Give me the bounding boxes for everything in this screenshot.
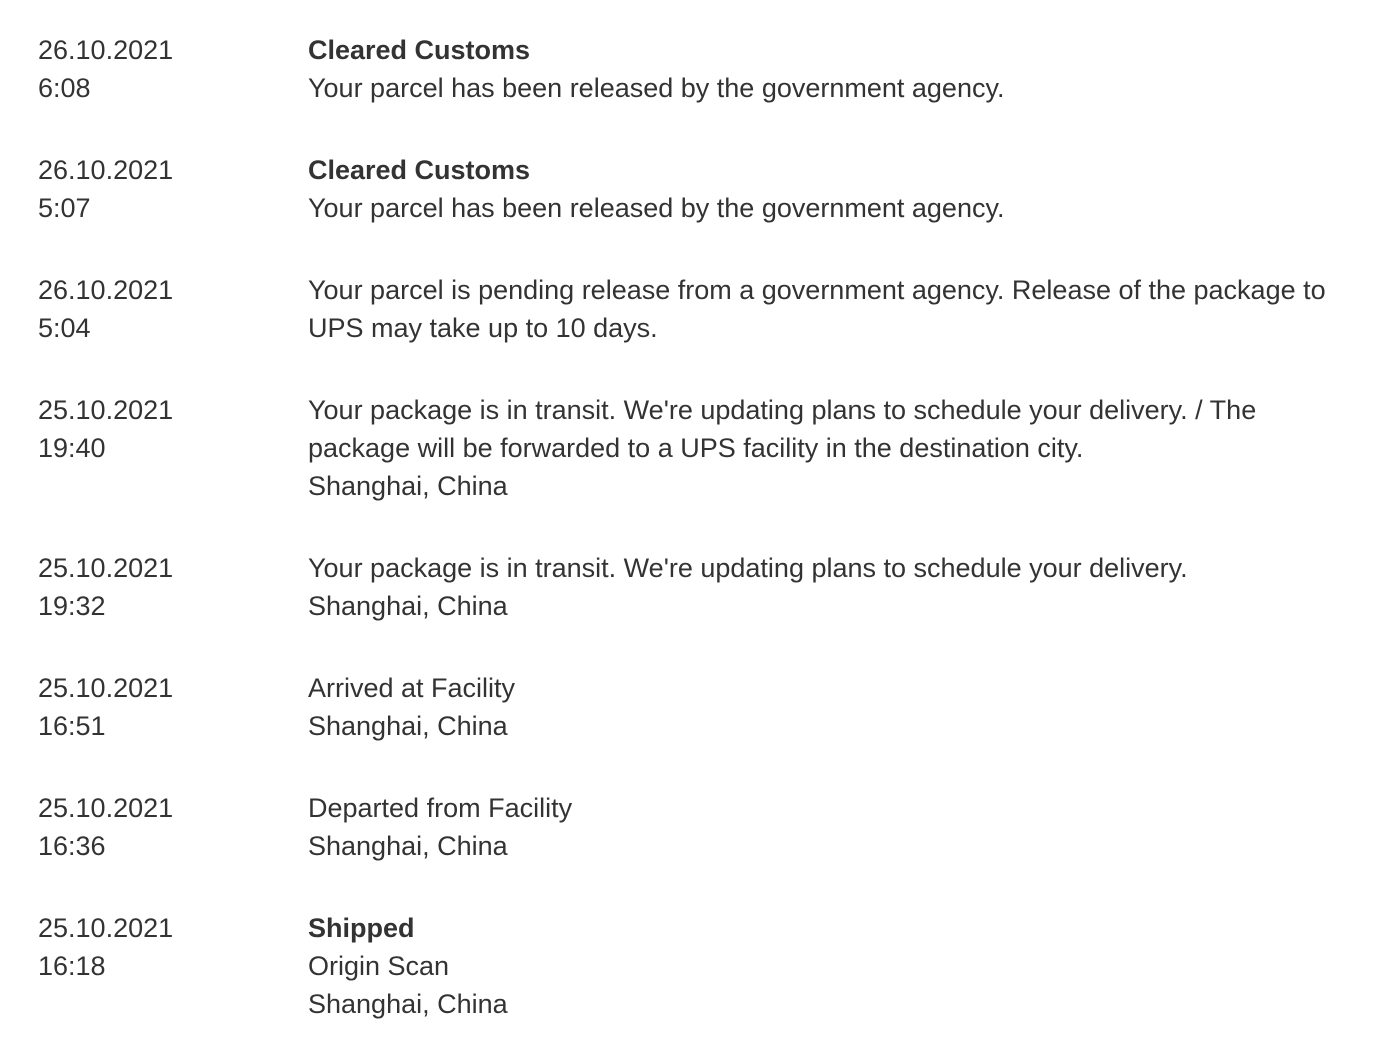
- event-description: Your package is in transit. We're updating plans to schedule your delivery.: [308, 553, 1188, 583]
- tracking-event: [38, 789, 1380, 865]
- event-details: [308, 271, 1368, 347]
- tracking-event: [38, 669, 1380, 745]
- event-timestamp: [38, 909, 308, 985]
- event-time: 16:36: [38, 831, 106, 861]
- event-timestamp: [38, 391, 308, 467]
- event-timestamp: [38, 31, 308, 107]
- tracking-event: [38, 271, 1380, 347]
- event-time: 16:18: [38, 951, 106, 981]
- event-time: 19:32: [38, 591, 106, 621]
- event-details: [308, 31, 1368, 107]
- event-status: Shipped: [308, 913, 415, 943]
- event-description: Departed from Facility: [308, 793, 573, 823]
- tracking-event: [38, 391, 1380, 505]
- event-description: Arrived at Facility: [308, 673, 516, 703]
- event-location: Shanghai, China: [308, 711, 508, 741]
- event-location: Shanghai, China: [308, 831, 508, 861]
- event-details: [308, 789, 1368, 865]
- event-timestamp: [38, 271, 308, 347]
- event-time: 6:08: [38, 73, 91, 103]
- event-status: Cleared Customs: [308, 35, 531, 65]
- event-description: Origin Scan: [308, 951, 450, 981]
- event-description: Your parcel has been released by the government agency.: [308, 73, 1005, 103]
- event-timestamp: [38, 789, 308, 865]
- tracking-event: [38, 909, 1380, 1023]
- event-date: 26.10.2021: [38, 35, 174, 65]
- event-time: 5:04: [38, 313, 91, 343]
- event-description: Your parcel has been released by the government agency.: [308, 193, 1005, 223]
- event-timestamp: [38, 549, 308, 625]
- tracking-event: [38, 31, 1380, 107]
- event-location: Shanghai, China: [308, 591, 508, 621]
- event-status: Cleared Customs: [308, 155, 531, 185]
- event-date: 25.10.2021: [38, 395, 174, 425]
- event-details: [308, 151, 1368, 227]
- event-date: 25.10.2021: [38, 673, 174, 703]
- event-details: [308, 669, 1368, 745]
- event-date: 25.10.2021: [38, 553, 174, 583]
- event-timestamp: [38, 151, 308, 227]
- event-time: 19:40: [38, 433, 106, 463]
- event-time: 16:51: [38, 711, 106, 741]
- tracking-event: [38, 151, 1380, 227]
- event-location: Shanghai, China: [308, 989, 508, 1019]
- event-details: [308, 909, 1368, 1023]
- event-description: Your parcel is pending release from a government agency. Release of the package to UPS may take up to 10 days.: [308, 275, 1326, 343]
- event-description: Your package is in transit. We're updating plans to schedule your delivery. / The package will be forwarded to a UPS facility in the destination city.: [308, 395, 1257, 463]
- event-details: [308, 549, 1368, 625]
- event-date: 26.10.2021: [38, 155, 174, 185]
- event-date: 25.10.2021: [38, 793, 174, 823]
- event-date: 25.10.2021: [38, 913, 174, 943]
- event-date: 26.10.2021: [38, 275, 174, 305]
- event-location: Shanghai, China: [308, 471, 508, 501]
- tracking-event: [38, 549, 1380, 625]
- event-time: 5:07: [38, 193, 91, 223]
- event-timestamp: [38, 669, 308, 745]
- event-details: [308, 391, 1368, 505]
